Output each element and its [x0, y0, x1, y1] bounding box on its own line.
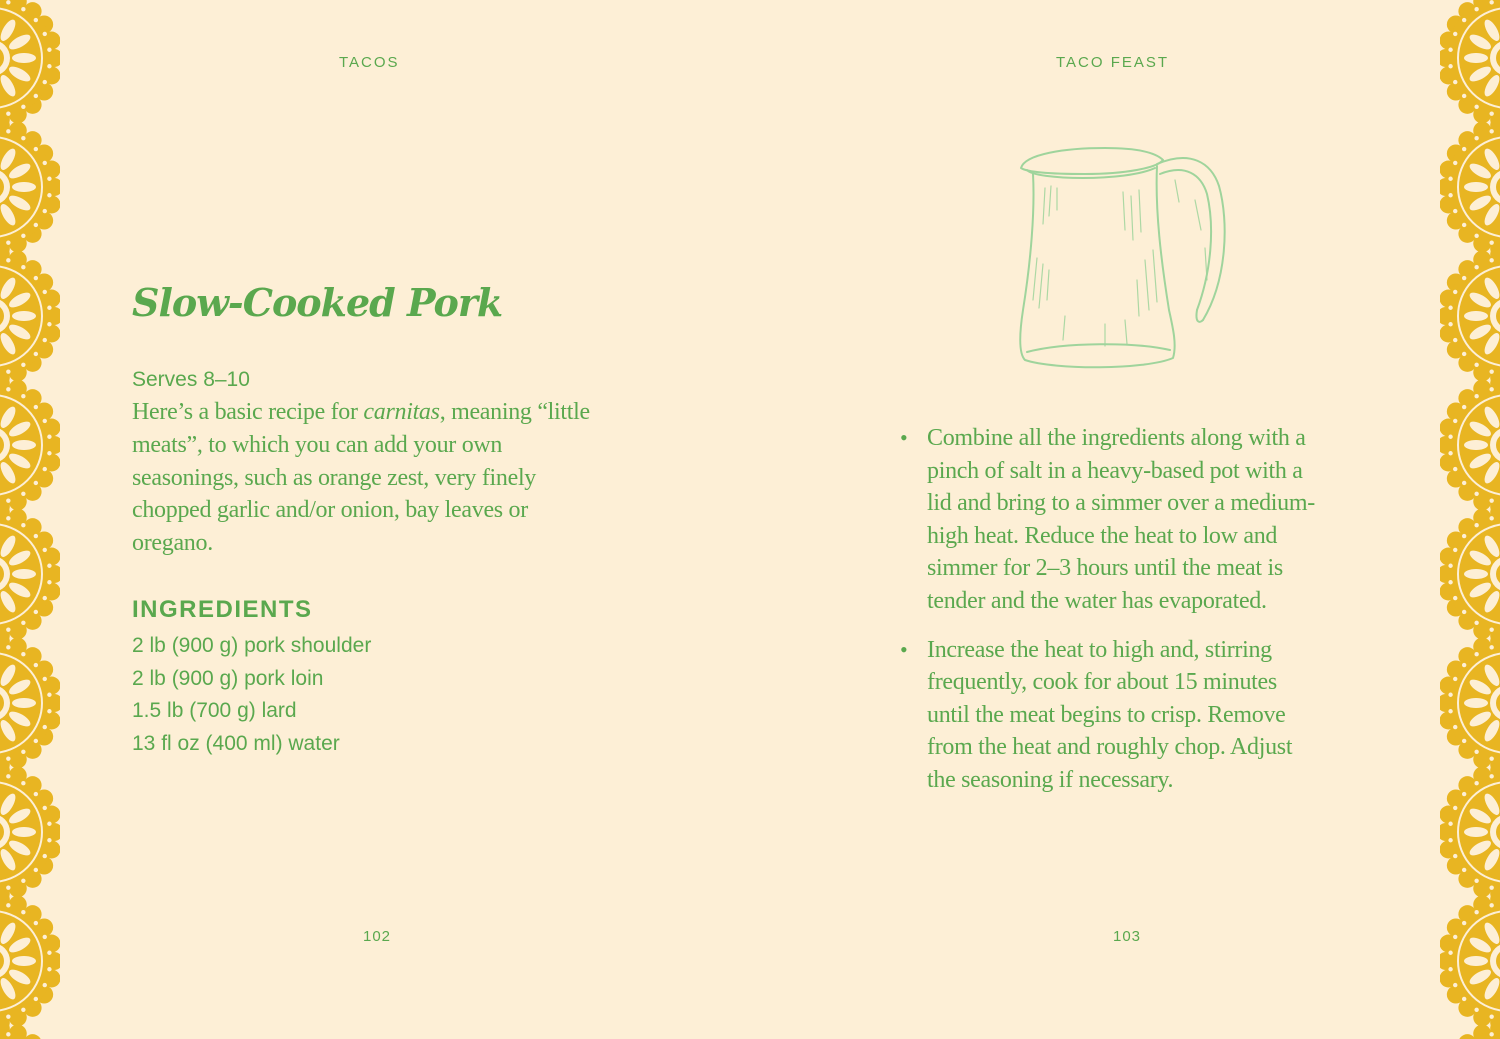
method-steps — [900, 422, 1320, 813]
lace-medallion — [0, 375, 60, 516]
ingredient-item: 2 lb (900 g) pork loin — [132, 666, 324, 690]
right-lace-border — [1440, 0, 1500, 1039]
lace-medallion — [0, 891, 60, 1032]
ingredients-heading: INGREDIENTS — [132, 596, 313, 623]
lace-medallion — [0, 762, 60, 903]
serves-line: Serves 8–10 — [132, 368, 250, 391]
bullet-icon: • — [900, 425, 908, 450]
ingredient-item: 13 fl oz (400 ml) water — [132, 731, 340, 755]
recipe-intro — [132, 396, 612, 560]
ingredient-item: 2 lb (900 g) pork shoulder — [132, 634, 372, 657]
method-step — [900, 634, 1320, 797]
water-jug-icon — [1005, 140, 1245, 380]
running-head-right: TACO FEAST — [1056, 54, 1170, 71]
page-number-left: 102 — [363, 928, 392, 945]
lace-medallion — [0, 633, 60, 774]
intro-emphasis: carnitas — [363, 399, 440, 425]
running-head-left: TACOS — [339, 54, 400, 71]
ingredients-list — [132, 630, 371, 760]
method-step-text: Increase the heat to high and, stirring frequently, cook for about 15 minutes until the meat begins to crisp. Remove from the heat and roughly chop. Adjust the seasoning if necessary. — [927, 636, 1293, 793]
lace-medallion — [0, 117, 60, 258]
recipe-title: Slow-Cooked Pork — [132, 280, 503, 325]
lace-medallion — [0, 246, 60, 387]
lace-medallion — [1440, 891, 1500, 1032]
intro-text-start: Here’s a basic recipe for — [132, 399, 364, 425]
lace-medallion — [1440, 246, 1500, 387]
ingredient-item: 1.5 lb (700 g) lard — [132, 699, 297, 723]
lace-medallion — [1440, 375, 1500, 516]
intro-text-end: , meaning “little meats”, to which you can add your own seasonings, such as orange zest, very finely chopped garlic and/or onion, bay leaves or oregano. — [132, 399, 590, 557]
lace-medallion — [1440, 762, 1500, 903]
lace-medallion — [0, 504, 60, 645]
method-step-text: Combine all the ingredients along with a pinch of salt in a heavy-based pot with a lid and bring to a simmer over a medium-high heat. Reduce the heat to low and simmer for 2–3 hours until the meat is tender and the water has evaporated. — [927, 425, 1315, 614]
page-number-right: 103 — [1113, 928, 1142, 945]
lace-medallion — [1440, 633, 1500, 774]
method-step — [900, 422, 1320, 618]
lace-medallion — [1440, 504, 1500, 645]
lace-medallion — [0, 0, 60, 128]
lace-medallion — [1440, 0, 1500, 128]
left-lace-border — [0, 0, 60, 1039]
bullet-icon: • — [900, 636, 908, 662]
lace-medallion — [1440, 117, 1500, 258]
